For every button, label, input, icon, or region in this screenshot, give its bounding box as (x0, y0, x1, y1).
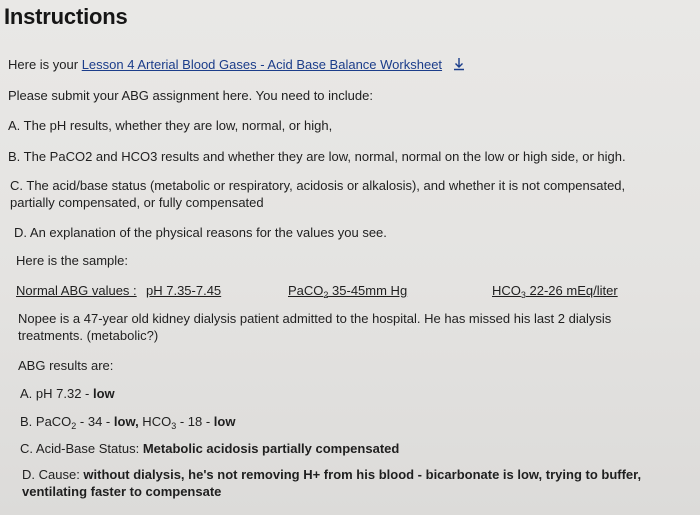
scenario-text: Nopee is a 47-year old kidney dialysis patient admitted to the hospital. He has missed his last 2 dialysis treatments. (metabolic?) (18, 311, 612, 343)
requirement-c: C. The acid/base status (metabolic or respiratory, acidosis or alkalosis), and whether it is not compensated, partially compensated, or fully compensated (10, 178, 626, 210)
requirement-b: B. The PaCO2 and HCO3 results and whether they are low, normal, normal on the low or high side, or high. (8, 149, 626, 164)
intro-line (8, 56, 466, 73)
requirement-d: D. An explanation of the physical reasons for the values you see. (14, 225, 387, 240)
page-title: Instructions (4, 4, 128, 29)
normal-paco2: PaCO$_2$ 35-45mm Hg (288, 283, 408, 300)
intro-prefix: Here is your (8, 57, 79, 72)
answer-d: D. Cause: without dialysis, he's not removing H+ from his blood - bicarbonate is low, trying to buffer, ventilating faster to compensate (22, 467, 642, 499)
submit-text: Please submit your ABG assignment here. You need to include: (8, 88, 373, 103)
abg-label: ABG results are: (18, 358, 114, 373)
answer-c: C. Acid-Base Status: Metabolic acidosis partially compensated (20, 441, 400, 456)
sample-label: Here is the sample: (16, 253, 128, 268)
requirement-a: A. The pH results, whether they are low, normal, or high, (8, 118, 333, 133)
normal-values-label: Normal ABG values : (16, 283, 137, 298)
answer-a: A. pH 7.32 - low (20, 386, 115, 401)
worksheet-link[interactable]: Lesson 4 Arterial Blood Gases - Acid Base Balance Worksheet (81, 57, 443, 72)
normal-hco3: $HCO_3$ 22-26 mEq/liter (492, 283, 618, 300)
answer-b: B. PaCO$_2$ - 34 - low, $HCO_3 - 18$ - low (20, 414, 236, 431)
normal-ph: pH 7.35-7.45 (146, 283, 222, 298)
download-icon[interactable] (452, 57, 466, 71)
